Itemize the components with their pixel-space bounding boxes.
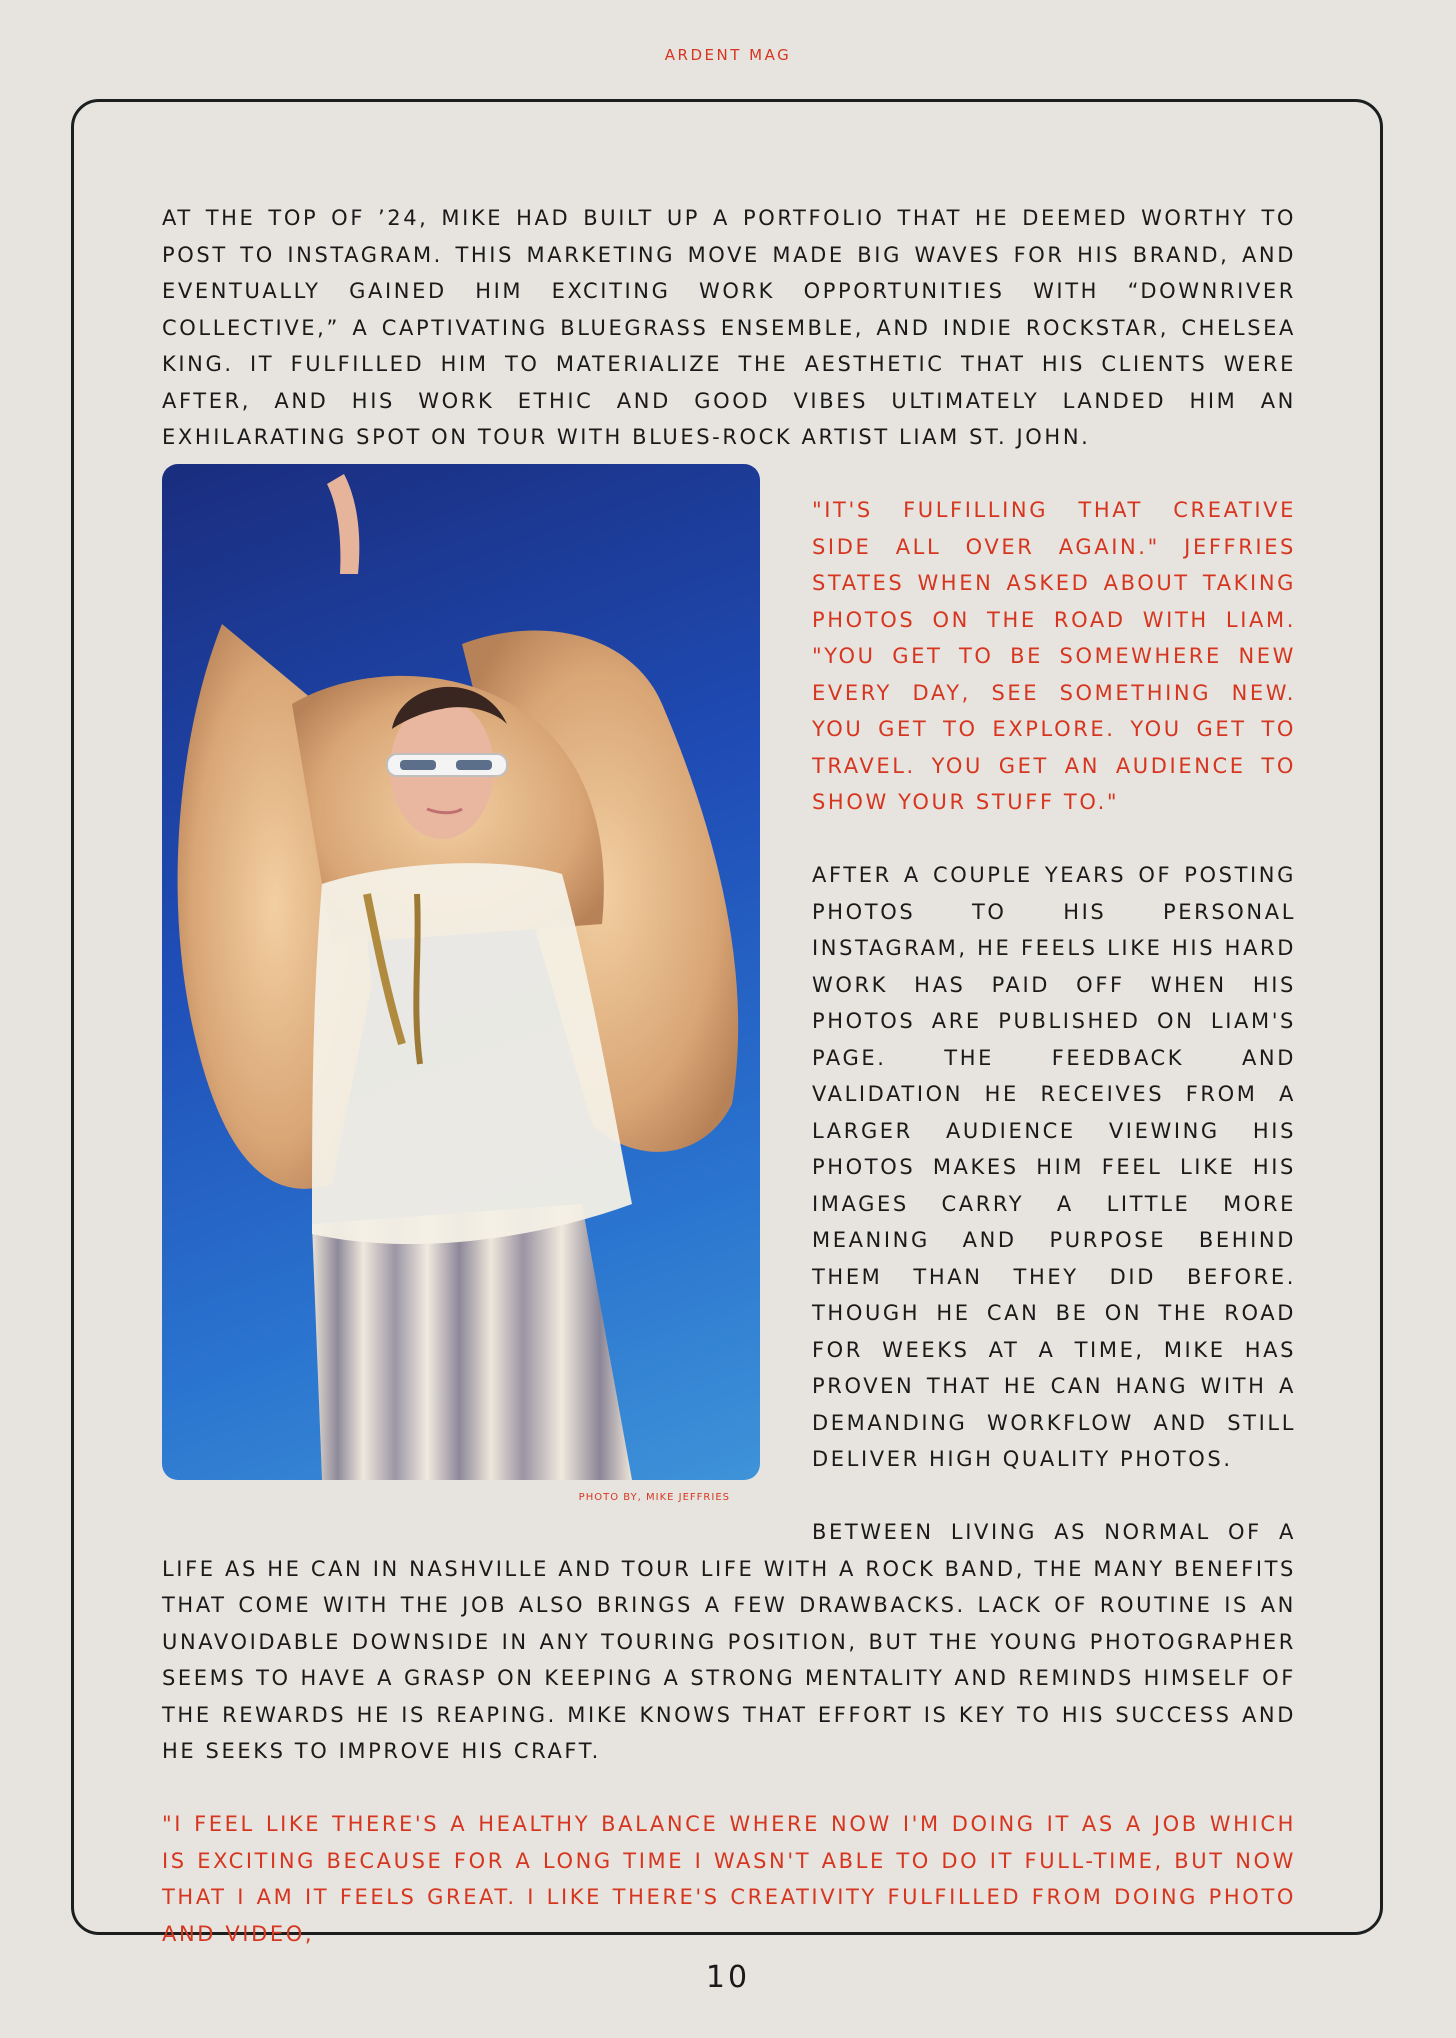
photo-credit: PHOTO BY, MIKE JEFFRIES (578, 1491, 730, 1503)
article-body (162, 200, 1296, 1952)
intro-paragraph: AT THE TOP OF ’24, MIKE HAD BUILT UP A PORTFOLIO THAT HE DEEMED WORTHY TO POST TO INSTAGRAM. THIS MARKETING MOVE MADE BIG WAVES FOR HIS BRAND, AND EVENTUALLY GAINED HIM EXCITING WORK OPPORTUNITIES WITH “DOWNRIVER COLLECTIVE,” A CAPTIVATING BLUEGRASS ENSEMBLE, AND INDIE ROCKSTAR, CHELSEA KING. IT FULFILLED HIM TO MATERIALIZE THE AESTHETIC THAT HIS CLIENTS WERE AFTER, AND HIS WORK ETHIC AND GOOD VIBES ULTIMATELY LANDED HIM AN EXHILARATING SPOT ON TOUR WITH BLUES-ROCK ARTIST LIAM ST. JOHN. (162, 206, 1296, 449)
paragraph-2: AFTER A COUPLE YEARS OF POSTING PHOTOS TO HIS PERSONAL INSTAGRAM, HE FEELS LIKE HIS HARD WORK HAS PAID OFF WHEN HIS PHOTOS ARE PUBLISHED ON LIAM'S PAGE. THE FEEDBACK AND VALIDATION HE RECEIVES FROM A LARGER AUDIENCE VIEWING HIS PHOTOS MAKES HIM FEEL LIKE HIS IMAGES CARRY A LITTLE MORE MEANING AND PURPOSE BEHIND THEM THAN THEY DID BEFORE. THOUGH HE CAN BE ON THE ROAD FOR WEEKS AT A TIME, MIKE HAS PROVEN THAT HE CAN HANG WITH A DEMANDING WORKFLOW AND STILL DELIVER HIGH QUALITY PHOTOS. (812, 863, 1296, 1471)
page-number: 10 (705, 1960, 751, 1995)
masthead: ARDENT MAG (664, 46, 792, 64)
fashion-photo (162, 464, 760, 1480)
pull-quote-1: "IT'S FULFILLING THAT CREATIVE SIDE ALL OVER AGAIN." JEFFRIES STATES WHEN ASKED ABOUT TAKING PHOTOS ON THE ROAD WITH LIAM. "YOU GET TO BE SOMEWHERE NEW EVERY DAY, SEE SOMETHING NEW. YOU GET TO EXPLORE. YOU GET TO TRAVEL. YOU GET AN AUDIENCE TO SHOW YOUR STUFF TO." (812, 498, 1296, 814)
photo-illustration (162, 464, 760, 1480)
photo-figure (162, 464, 762, 1524)
pull-quote-2: "I FEEL LIKE THERE'S A HEALTHY BALANCE WHERE NOW I'M DOING IT AS A JOB WHICH IS EXCITING BECAUSE FOR A LONG TIME I WASN'T ABLE TO DO IT FULL-TIME, BUT NOW THAT I AM IT FEELS GREAT. I LIKE THERE'S CREATIVITY FULFILLED FROM DOING PHOTO AND VIDEO, (162, 1812, 1296, 1946)
paragraph-3: BETWEEN LIVING AS NORMAL OF A LIFE AS HE CAN IN NASHVILLE AND TOUR LIFE WITH A ROCK BAND, THE MANY BENEFITS THAT COME WITH THE JOB ALSO BRINGS A FEW DRAWBACKS. LACK OF ROUTINE IS AN UNAVOIDABLE DOWNSIDE IN ANY TOURING POSITION, BUT THE YOUNG PHOTOGRAPHER SEEMS TO HAVE A GRASP ON KEEPING A STRONG MENTALITY AND REMINDS HIMSELF OF THE REWARDS HE IS REAPING. MIKE KNOWS THAT EFFORT IS KEY TO HIS SUCCESS AND HE SEEKS TO IMPROVE HIS CRAFT. (162, 1520, 1296, 1763)
